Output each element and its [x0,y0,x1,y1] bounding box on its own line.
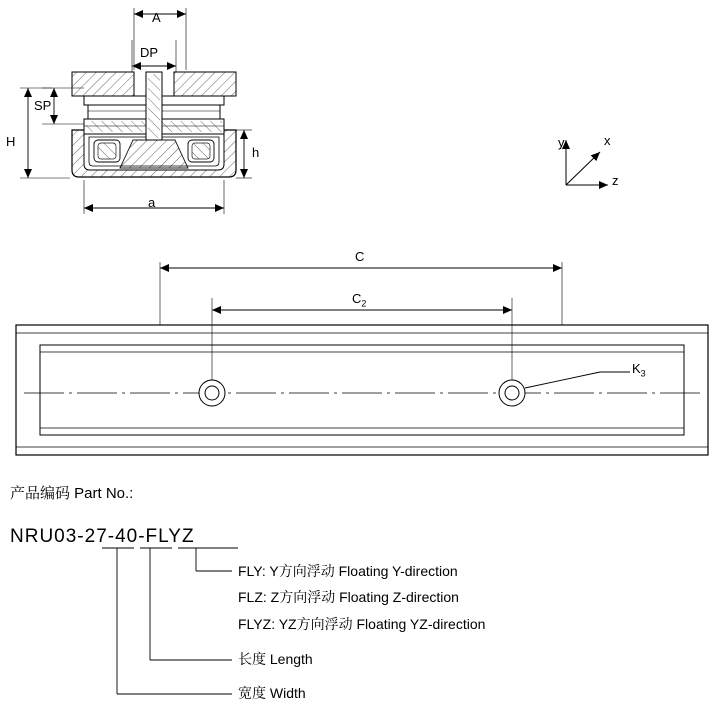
dim-label-h-upper: H [6,134,16,149]
legend-fly: FLY: Y方向浮动 Floating Y-direction [238,563,458,579]
legend-length: 长度 Length [238,651,313,667]
part-no-title: 产品编码 Part No.: [10,485,134,502]
part-code: NRU03-27-40-FLYZ [10,526,195,547]
part-code-leaders [102,548,238,694]
dim-label-dp: DP [140,45,159,60]
axis-label-x: x [604,133,611,148]
cross-section-view [20,8,252,214]
legend-width: 宽度 Width [238,685,306,701]
axis-triad [566,140,608,185]
dim-label-c: C [355,249,365,264]
dim-label-a-upper: A [152,10,161,25]
hole-label-k3: $K_3$ [632,361,646,379]
axis-label-y: y [558,135,565,150]
dim-label-sp: SP [34,98,52,113]
legend-flyz: FLYZ: YZ方向浮动 Floating YZ-direction [238,616,486,632]
dim-label-a-lower: a [148,195,156,210]
legend-flz: FLZ: Z方向浮动 Floating Z-direction [238,589,459,605]
plan-view [16,262,708,455]
axis-label-z: z [612,173,619,188]
dim-label-c2: $C_2$ [352,291,367,309]
dim-label-h-lower: h [252,145,260,160]
